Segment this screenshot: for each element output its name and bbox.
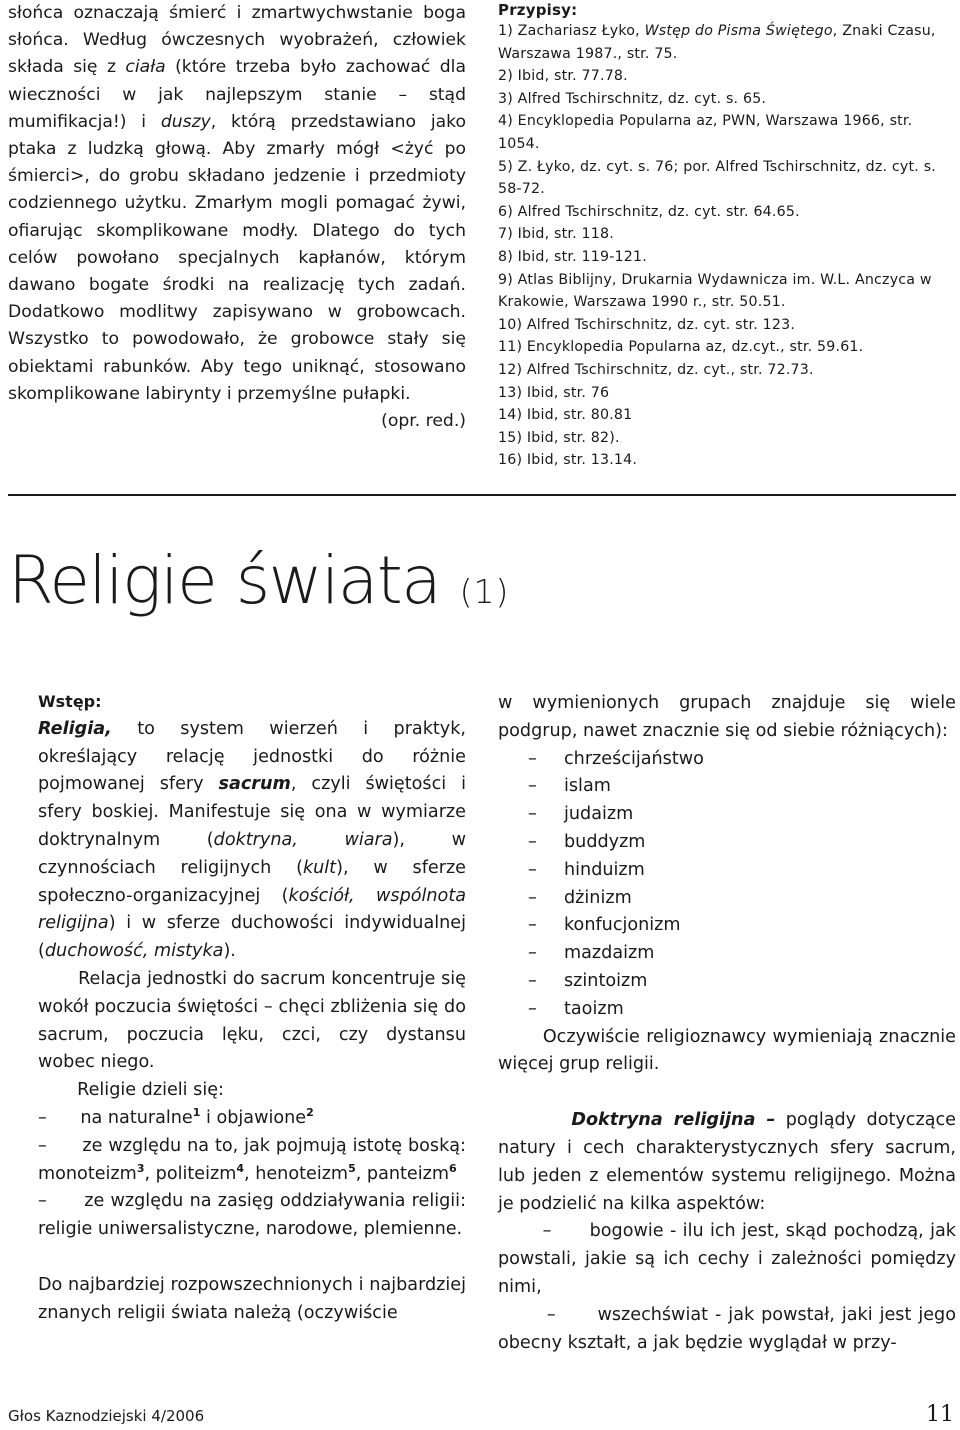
footnote: 14) Ibid, str. 80.81 bbox=[498, 407, 633, 424]
footnote: 1) Zachariasz Łyko, Wstęp do Pisma Świętego, Znaki Czasu, Warszawa 1987., str. 75. bbox=[498, 23, 936, 62]
division-intro: Religie dzieli się: bbox=[77, 1080, 224, 1101]
footnote: 9) Atlas Biblijny, Drukarnia Wydawnicza im. W.L. Anczyca w Krakowie, Warszawa 1990 r., str. 50.51. bbox=[498, 271, 932, 311]
page-number: 11 bbox=[926, 1402, 954, 1427]
footer-magazine: Głos Kaznodziejski 4/2006 bbox=[8, 1407, 205, 1425]
footnote: 3) Alfred Tschirschnitz, dz. cyt. s. 65. bbox=[498, 90, 767, 107]
article-column-left bbox=[38, 688, 466, 1328]
relation-paragraph: Relacja jednostki do sacrum koncentruje się wokół poczucia świętości – chęci zbliżenia się do sacrum, poczucia lęku, czci, czy dystansu wobec niego. bbox=[38, 968, 466, 1073]
footnote: 2) Ibid, str. 77.78. bbox=[498, 68, 628, 85]
footnote: 4) Encyklopedia Popularna az, PWN, Warszawa 1966, str. 1054. bbox=[498, 113, 913, 152]
footnotes-list bbox=[498, 20, 954, 472]
intro-heading: Wstęp: bbox=[38, 692, 102, 711]
section-divider bbox=[8, 494, 956, 496]
footnote: 16) Ibid, str. 13.14. bbox=[498, 452, 638, 469]
widespread-religions-paragraph: Do najbardziej rozpowszechnionych i najbardziej znanych religii świata należą (oczywiście bbox=[38, 1274, 466, 1323]
doctrine-paragraph: Doktryna religijna – poglądy dotyczące natury i cech charakterystycznych sfery sacrum, lub jeden z elementów systemu religijnego. Można je podzielić na kilka aspektów: bbox=[498, 1110, 956, 1214]
footnote: 12) Alfred Tschirschnitz, dz. cyt., str. 72.73. bbox=[498, 361, 814, 378]
aspect-item: – wszechświat - jak powstał, jaki jest jego obecny kształt, a jak będzie wyglądał w przy- bbox=[498, 1304, 956, 1353]
list-item: – taoizm bbox=[528, 998, 624, 1019]
list-item: – szintoizm bbox=[528, 970, 648, 991]
footnote: 15) Ibid, str. 82). bbox=[498, 429, 620, 446]
list-item: – chrześcijaństwo bbox=[528, 748, 704, 769]
more-groups-paragraph: Oczywiście religioznawcy wymieniają znacznie więcej grup religii. bbox=[498, 1026, 957, 1075]
article-title: Religie świata (1) bbox=[8, 542, 510, 619]
continued-text-block bbox=[8, 0, 466, 435]
article-column-right bbox=[498, 690, 956, 1357]
footnote: 5) Z. Łyko, dz. cyt. s. 76; por. Alfred Tschirschnitz, dz. cyt. s. 58-72. bbox=[498, 158, 937, 198]
aspect-item: – bogowie - ilu ich jest, skąd pochodzą, jak powstali, jakie są ich cechy i zależności pomiędzy nimi, bbox=[498, 1221, 956, 1297]
list-item: – judaizm bbox=[528, 804, 634, 825]
footnote: 7) Ibid, str. 118. bbox=[498, 226, 614, 243]
footnote: 11) Encyklopedia Popularna az, dz.cyt., str. 59.61. bbox=[498, 339, 864, 356]
division-item: – ze względu na to, jak pojmują istotę boską: monoteizm$^3$, politeizm$^4$, henoteizm$^5$, panteizm$^6$ bbox=[38, 1135, 466, 1184]
footnotes bbox=[498, 0, 954, 472]
subgroups-paragraph: w wymienionych grupach znajduje się wiele podgrup, nawet znacznie się od siebie różniących): bbox=[498, 693, 956, 741]
article-title-number: (1) bbox=[459, 572, 510, 611]
list-item: – dżinizm bbox=[528, 887, 632, 908]
list-item: – mazdaizm bbox=[528, 943, 655, 964]
list-item: – buddyzm bbox=[528, 831, 646, 852]
division-item: – ze względu na zasięg oddziaływania religii: religie uniwersalistyczne, narodowe, plemienne. bbox=[38, 1191, 466, 1240]
list-item: – hinduizm bbox=[528, 859, 645, 880]
division-item: – na naturalne$^1$ i objawione$^2$ bbox=[38, 1106, 314, 1128]
footnote: 8) Ibid, str. 119-121. bbox=[498, 248, 647, 265]
editor-note: (opr. red.) bbox=[381, 411, 466, 432]
list-item: – islam bbox=[528, 776, 611, 797]
list-item: – konfucjonizm bbox=[528, 915, 681, 936]
footnotes-heading: Przypisy: bbox=[498, 1, 578, 19]
definition-paragraph: Religia, to system wierzeń i praktyk, określający relację jednostki do różnie pojmowanej sfery sacrum, czyli świętości i sfery boskiej. Manifestuje się ona w wymiarze doktrynalnym (doktryna, wiara), w czynnościach religijnych (kult), w sferze społeczno-organizacyjnej (kościół, wspólnota religijna) i w sferze duchowości indywidualnej (duchowość, mistyka). bbox=[38, 718, 467, 962]
religions-list bbox=[498, 746, 956, 1024]
continued-paragraph: słońca oznaczają śmierć i zmartwychwstanie boga słońca. Według ówczesnych wyobrażeń, człowiek składa się z ciała (które trzeba było zachować dla wieczności w jak najlepszym stanie – stąd mumifikacja!) i duszy, którą przedstawiano jako ptaka z ludzką głową. Aby zmarły mógł <żyć po śmierci>, do grobu składano jedzenie i przedmioty codziennego użytku. Zmarłym mogli pomagać żywi, ofiarując skomplikowane modły. Dlatego do tych celów powołano specjalnych kapłanów, którym dawano bogate środki na realizację tych zadań. Dodatkowo modlitwy zapisywano w grobowcach. Wszystko to powodowało, że grobowce stały się obiektami rabunków. Aby tego uniknąć, stosowano skomplikowane labirynty i przemyślne pułapki. bbox=[8, 3, 466, 404]
footnote: 6) Alfred Tschirschnitz, dz. cyt. str. 64.65. bbox=[498, 203, 800, 220]
footnote: 10) Alfred Tschirschnitz, dz. cyt. str. 123. bbox=[498, 316, 796, 333]
footnote: 13) Ibid, str. 76 bbox=[498, 384, 610, 401]
